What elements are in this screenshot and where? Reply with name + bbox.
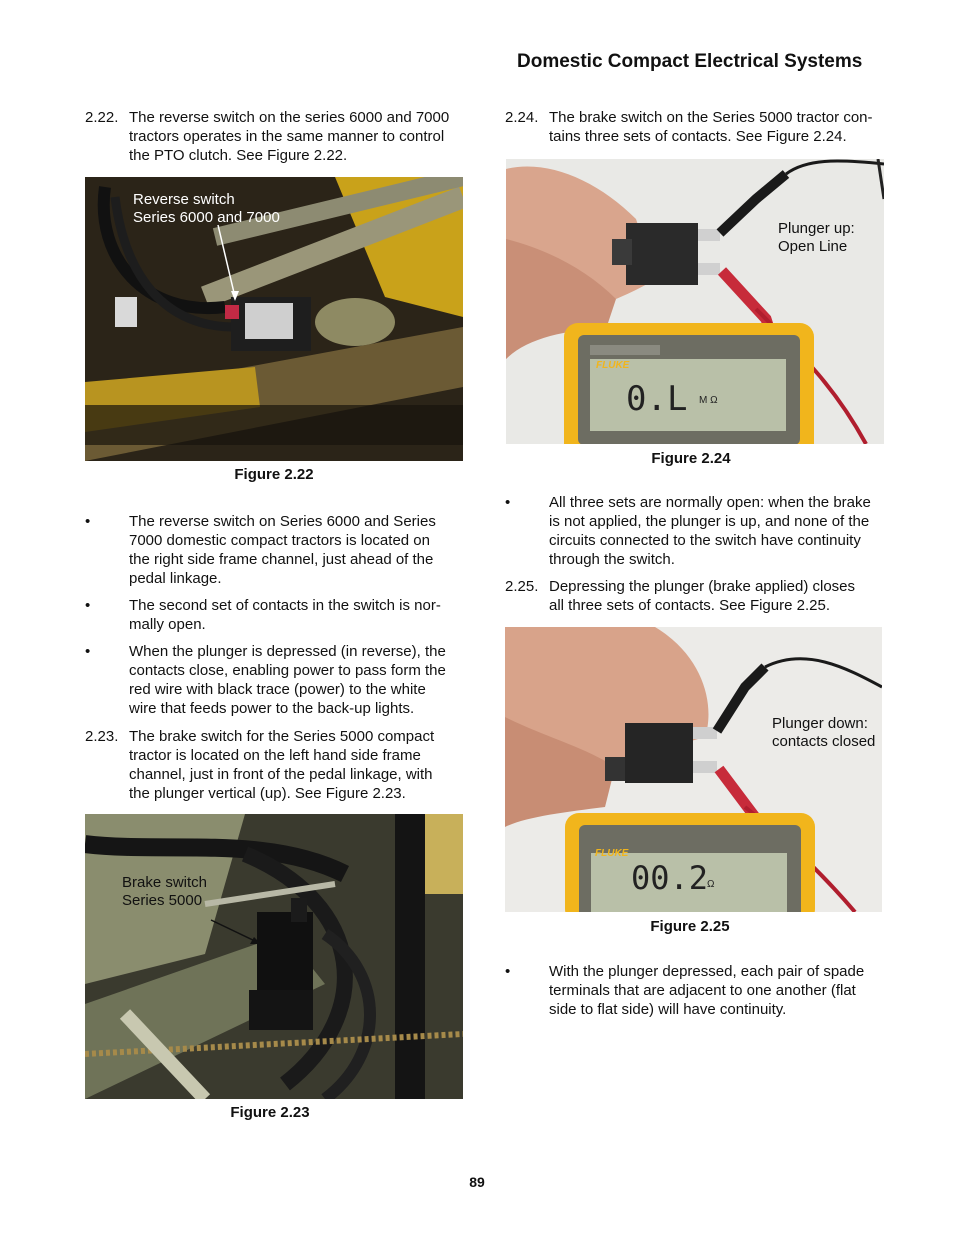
page-number: 89	[469, 1174, 485, 1190]
figure-2-22-caption: Figure 2.22	[234, 466, 314, 483]
step-text-line: The reverse switch on the series 6000 and 7000	[129, 109, 450, 126]
step-number: 2.22.	[85, 109, 119, 126]
figure-2-24-unit: M Ω	[699, 395, 718, 406]
step-2-22	[85, 108, 465, 168]
bullet-symbol: •	[85, 597, 91, 614]
step-text-line: tractors operates in the same manner to control	[129, 128, 445, 145]
bullet-second-contacts: • The second set of contacts in the switch is nor- mally open.	[85, 597, 441, 633]
bullet-reverse-switch-location: • The reverse switch on Series 6000 and Series 7000 domestic compact tractors is located on the right side frame channel, just ahead of the pedal linkage.	[85, 513, 436, 587]
figure-2-23-label: Brake switch Series 5000	[122, 874, 208, 909]
bullet-normally-open: • All three sets are normally open: when the brake is not applied, the plunger is up, and none of the circuits connected to the switch have continuity through the switch.	[505, 494, 871, 568]
bullet-symbol: •	[505, 963, 511, 980]
step-number: 2.25.	[505, 578, 539, 595]
step-2-25: 2.25. Depressing the plunger (brake applied) closes all three sets of contacts. See Figure 2.25.	[505, 578, 856, 614]
bullet-symbol: •	[85, 643, 91, 660]
bullet-symbol: •	[505, 494, 511, 511]
figure-2-25-photo	[505, 627, 882, 912]
step-text-line: the PTO clutch. See Figure 2.22.	[129, 147, 348, 164]
step-number: 2.24.	[505, 109, 539, 126]
page-title: Domestic Compact Electrical Systems	[517, 51, 863, 72]
figure-2-24-caption: Figure 2.24	[651, 450, 731, 467]
figure-2-25-caption: Figure 2.25	[650, 918, 730, 935]
figure-2-22-photo	[85, 177, 463, 461]
figure-2-25-brand: FLUKE	[595, 848, 629, 859]
step-number: 2.23.	[85, 728, 119, 745]
figure-2-23-caption: Figure 2.23	[230, 1104, 310, 1121]
bullet-adjacent-terminals: • With the plunger depressed, each pair of spade terminals that are adjacent to one another (flat side to flat side) will have continuity.	[505, 963, 865, 1018]
step-2-24: 2.24. The brake switch on the Series 5000 tractor con- tains three sets of contacts. See Figure 2.24.	[505, 109, 873, 145]
figure-2-22-arrow	[85, 177, 463, 461]
bullet-plunger-depressed: • When the plunger is depressed (in reverse), the contacts close, enabling power to pass form the red wire with black trace (power) to the white wire that feeds power to the back-up lights.	[85, 643, 446, 717]
figure-2-25-display: 00.2	[631, 859, 709, 897]
figure-2-25-label: Plunger down: contacts closed	[772, 715, 876, 750]
figure-2-23-photo	[85, 814, 463, 1099]
figure-2-22-label: Reverse switch Series 6000 and 7000	[133, 191, 280, 226]
bullet-symbol: •	[85, 513, 91, 530]
figure-2-24-photo	[506, 159, 884, 444]
figure-2-24-display: 0.L	[626, 379, 688, 419]
step-2-23: 2.23. The brake switch for the Series 5000 compact tractor is located on the left hand side frame channel, just in front of the pedal linkage, with the plunger vertical (up). See Figure 2.23.	[85, 728, 435, 802]
figure-2-24-brand: FLUKE	[596, 360, 630, 371]
figure-2-25-unit: Ω	[707, 879, 715, 890]
figure-2-23-arrow	[85, 814, 463, 1099]
figure-2-24-label: Plunger up: Open Line	[778, 220, 855, 255]
